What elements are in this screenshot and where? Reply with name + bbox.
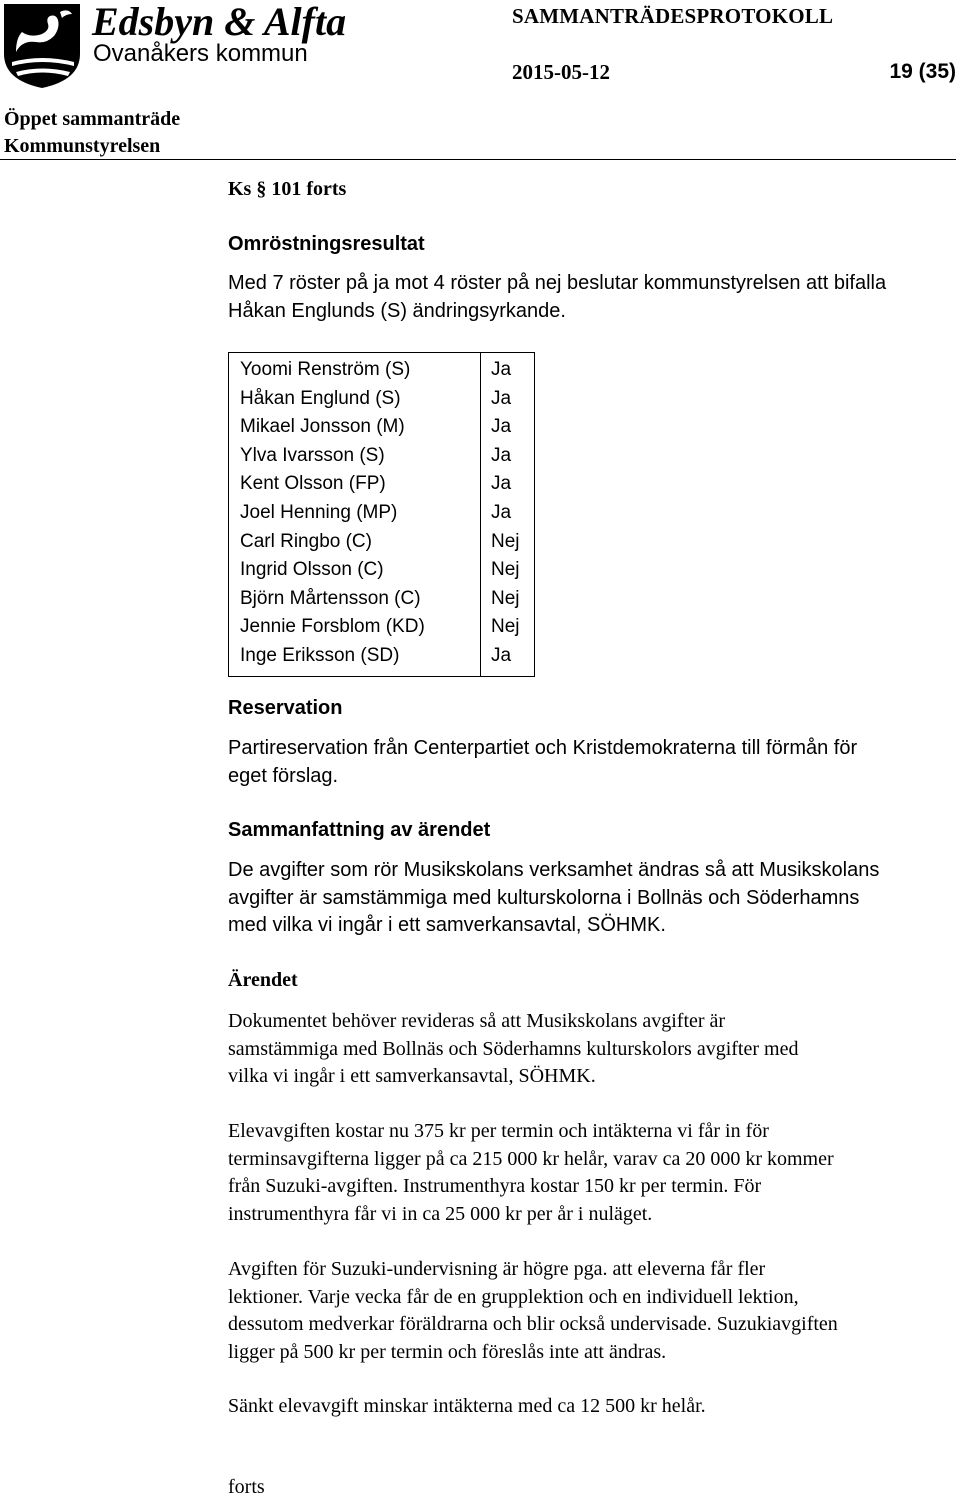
- text-line: med vilka vi ingår i ett samverkansavtal, SÖHMK.: [228, 914, 666, 936]
- continued-marker: forts: [228, 1476, 265, 1498]
- vote-value: Nej: [491, 530, 520, 552]
- voter-name: Yoomi Renström (S): [240, 359, 411, 380]
- vote-result-heading: Omröstningsresultat: [228, 233, 425, 255]
- vote-value: Ja: [491, 444, 512, 466]
- document-title: SAMMANTRÄDESPROTOKOLL: [512, 4, 834, 28]
- matter-paragraph: [228, 1393, 706, 1421]
- text-line: Dokumentet behöver revideras så att Musikskolans avgifter är: [228, 1010, 726, 1032]
- vote-value: Ja: [491, 644, 512, 666]
- voter-names-column: [229, 353, 481, 677]
- reservation-heading: Reservation: [228, 697, 343, 719]
- voter-name: Jennie Forsblom (KD): [240, 616, 425, 638]
- document-date: 2015-05-12: [512, 60, 610, 84]
- vote-value: Ja: [491, 359, 512, 380]
- table-row: [229, 353, 535, 677]
- text-line: vilka vi ingår i ett samverkansavtal, SÖHMK.: [228, 1065, 596, 1087]
- vote-value: Ja: [491, 387, 512, 409]
- voter-name: Håkan Englund (S): [240, 387, 401, 409]
- section-reference: Ks § 101 forts: [228, 178, 347, 200]
- voter-name: Björn Mårtensson (C): [240, 587, 421, 609]
- text-line: från Suzuki-avgiften. Instrumenthyra kostar 150 kr per termin. För: [228, 1175, 762, 1197]
- text-line: ligger på 500 kr per termin och föreslås inte att ändras.: [228, 1340, 667, 1363]
- text-line: Avgiften för Suzuki-undervisning är högre pga. att eleverna får fler: [228, 1258, 766, 1280]
- text-line: Sänkt elevavgift minskar intäkterna med ca 12 500 kr helår.: [228, 1395, 706, 1417]
- logo-subtitle: Ovanåkers kommun: [93, 40, 308, 67]
- matter-paragraph: [228, 1256, 838, 1366]
- text-line: samstämmiga med Bollnäs och Söderhamns kulturskolors avgifter med: [228, 1037, 799, 1060]
- vote-value: Nej: [491, 559, 520, 581]
- reservation-text: [228, 735, 857, 790]
- text-line: avgifter är samstämmiga med kulturskolorna i Bollnäs och Söderhamns: [228, 886, 860, 909]
- vote-value: Ja: [491, 416, 512, 438]
- header-divider: [0, 159, 956, 160]
- voter-name: Ylva Ivarsson (S): [240, 444, 385, 466]
- meeting-type: Öppet sammanträde: [4, 108, 181, 130]
- vote-value: Ja: [491, 473, 512, 495]
- text-line: dessutom medverkar föräldrarna och blir också undervisade. Suzukiavgiften: [228, 1313, 838, 1335]
- text-line: instrumenthyra får vi in ca 25 000 kr per år i nuläget.: [228, 1202, 653, 1225]
- text-line: Håkan Englunds (S) ändringsyrkande.: [228, 299, 566, 322]
- voter-name: Carl Ringbo (C): [240, 530, 372, 552]
- text-line: eget förslag.: [228, 764, 339, 787]
- vote-value: Ja: [491, 501, 512, 523]
- municipality-logo: [0, 0, 370, 92]
- text-line: Partireservation från Centerpartiet och Kristdemokraterna till förmån för: [228, 737, 858, 759]
- swan-emblem-icon: [2, 2, 84, 90]
- text-line: De avgifter som rör Musikskolans verksamhet ändras så att Musikskolans: [228, 859, 880, 881]
- meeting-info: [4, 106, 180, 160]
- voter-name: Inge Eriksson (SD): [240, 644, 400, 666]
- text-line: Med 7 röster på ja mot 4 röster på nej beslutar kommunstyrelsen att bifalla: [228, 272, 887, 294]
- summary-heading: Sammanfattning av ärendet: [228, 819, 491, 841]
- summary-text: [228, 857, 879, 940]
- voter-name: Mikael Jonsson (M): [240, 416, 405, 438]
- logo-wordmark: Edsbyn & Alfta: [92, 0, 347, 44]
- voter-name: Joel Henning (MP): [240, 501, 398, 523]
- vote-table: [228, 352, 535, 677]
- meeting-body: Kommunstyrelsen: [4, 135, 161, 157]
- vote-value: Nej: [491, 587, 520, 609]
- matter-paragraph: [228, 1008, 798, 1091]
- matter-heading: Ärendet: [228, 969, 298, 991]
- vote-result-text: [228, 270, 886, 325]
- voter-name: Kent Olsson (FP): [240, 473, 386, 495]
- matter-paragraph: [228, 1118, 834, 1228]
- voter-name: Ingrid Olsson (C): [240, 559, 384, 581]
- text-line: lektioner. Varje vecka får de en grupplektion och en individuell lektion,: [228, 1285, 799, 1308]
- text-line: terminsavgifterna ligger på ca 215 000 kr helår, varav ca 20 000 kr kommer: [228, 1147, 834, 1170]
- vote-values-column: [481, 353, 535, 677]
- page-number: 19 (35): [889, 60, 956, 83]
- vote-value: Nej: [491, 616, 520, 638]
- text-line: Elevavgiften kostar nu 375 kr per termin och intäkterna vi får in för: [228, 1120, 769, 1142]
